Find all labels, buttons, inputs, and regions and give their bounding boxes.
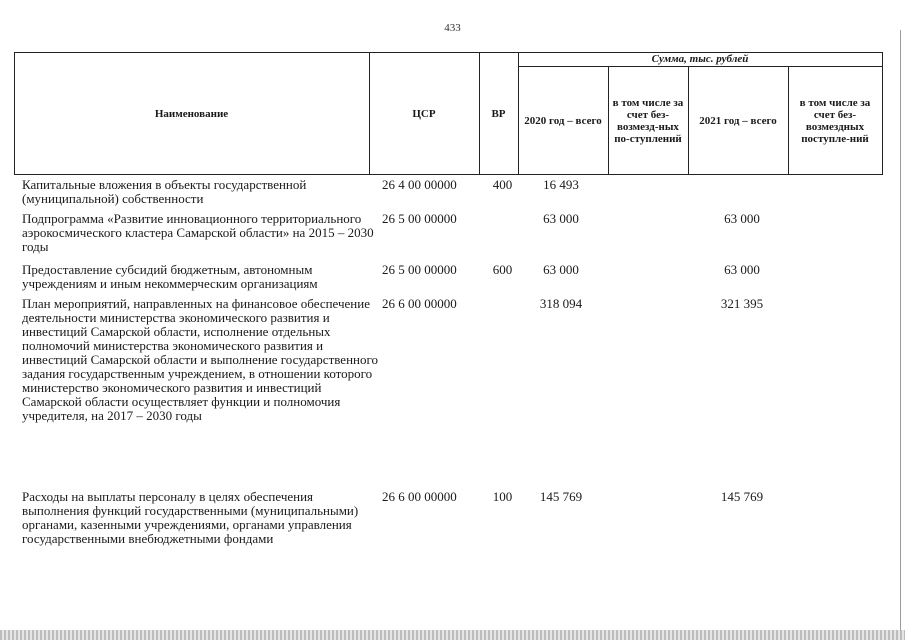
page-number: 433 (444, 22, 461, 34)
row-name: План мероприятий, направленных на финансовое обеспечение деятельности министерства экономического развития и инвестиций Самарской области, исполнение отдельных полномочий министерства экономического развития и инвестиций Самарской области и выполнение государственного задания государственным учреждением, в отношении которого министерство экономического развития и инвестиций Самарской области осуществляет функции и полномочия учредителя, на 2017 – 2030 годы (22, 296, 379, 423)
row-2020-total: 63 000 (543, 211, 579, 226)
header-vr: ВР (491, 107, 506, 120)
row-name: Предоставление субсидий бюджетным, автономным учреждениям и иным некоммерческим организациям (22, 262, 318, 291)
row-2021-total: 321 395 (720, 296, 764, 311)
row-2020-total: 16 493 (543, 177, 579, 192)
row-name: Расходы на выплаты персоналу в целях обеспечения выполнения функций государственными (муниципальными) органами, казенными учреждениями, органами управления государственными внебюджетными фондами (22, 489, 359, 546)
row-2021-total: 63 000 (724, 262, 760, 277)
row-csr: 26 5 00 00000 (382, 211, 457, 226)
row-csr: 26 4 00 00000 (382, 177, 457, 192)
row-vr: 600 (492, 262, 513, 277)
header-2021-free: в том числе за счет без-возмездных поступле-ний (799, 96, 871, 145)
row-vr: 100 (492, 489, 513, 504)
row-2021-total: 63 000 (724, 211, 760, 226)
header-2020-free: в том числе за счет без-возмезд-ных по-ступлений (612, 96, 684, 145)
row-csr: 26 5 00 00000 (382, 262, 457, 277)
row-2020-total: 63 000 (543, 262, 579, 277)
row-2020-total: 145 769 (539, 489, 583, 504)
row-2020-total: 318 094 (539, 296, 583, 311)
row-csr: 26 6 00 00000 (382, 296, 457, 311)
scan-right-edge (900, 30, 901, 630)
table-header (14, 52, 883, 175)
col-border (882, 52, 883, 175)
row-csr: 26 6 00 00000 (382, 489, 457, 504)
header-2021-total: 2021 год – всего (699, 114, 777, 127)
header-name: Наименование (154, 107, 229, 120)
scan-bottom-edge (0, 630, 905, 640)
row-name: Подпрограмма «Развитие инновационного территориального аэрокосмического кластера Самарской области» на 2015 – 2030 годы (22, 211, 374, 254)
header-csr: ЦСР (412, 107, 436, 120)
header-2020-total: 2020 год – всего (524, 114, 602, 127)
header-sum-group: Сумма, тыс. рублей (651, 53, 749, 65)
row-2021-total: 145 769 (720, 489, 764, 504)
row-vr: 400 (492, 177, 513, 192)
row-name: Капитальные вложения в объекты государственной (муниципальной) собственности (22, 177, 307, 206)
